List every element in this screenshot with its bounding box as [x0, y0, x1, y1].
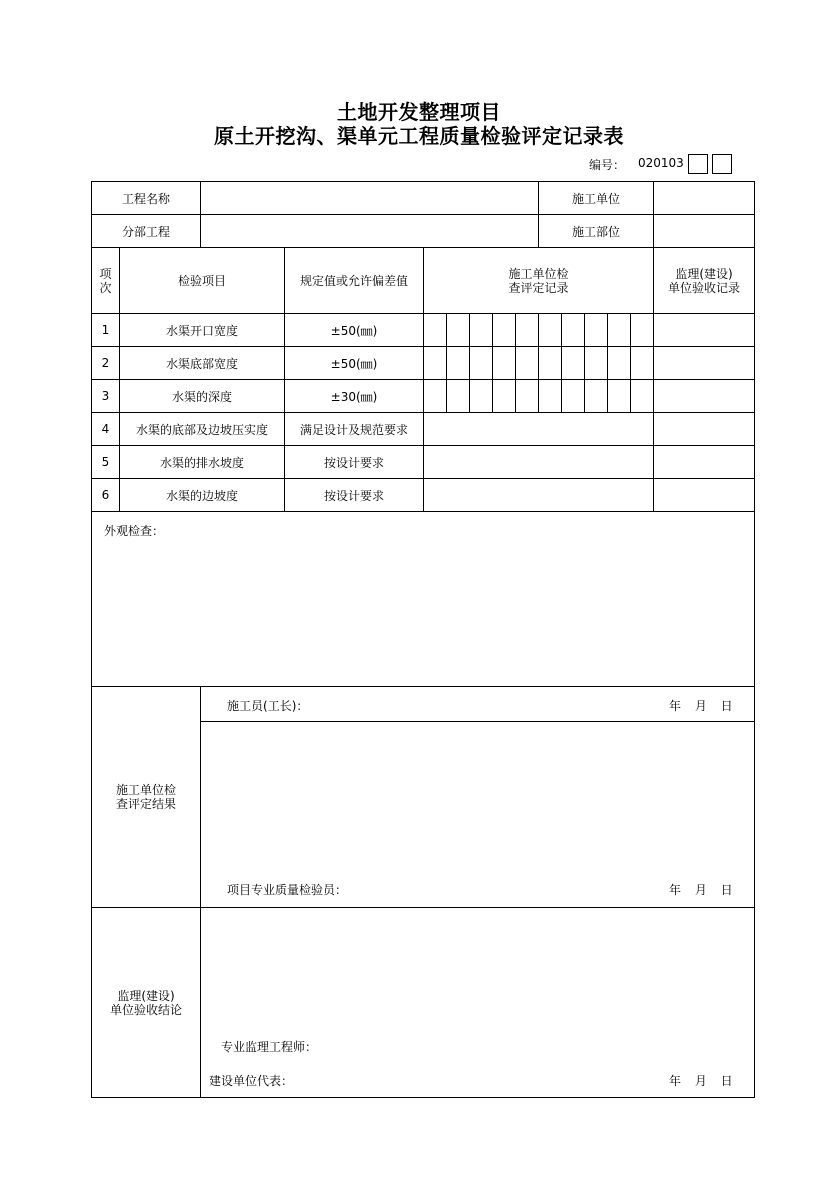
form-title-line1: 土地开发整理项目: [337, 100, 501, 124]
construction-part-field[interactable]: [654, 215, 755, 248]
measure-cell[interactable]: [493, 380, 516, 413]
contractor-record-header-line2: 查评定记录: [508, 280, 569, 295]
supervisor-cell[interactable]: [654, 314, 755, 347]
contractor-label: 施工单位: [539, 182, 654, 215]
contractor-result-label-line2: 查评定结果: [116, 797, 177, 811]
measure-cell[interactable]: [516, 347, 539, 380]
row-no: 3: [92, 380, 120, 413]
measure-cell[interactable]: [470, 347, 493, 380]
row-item: 水渠开口宽度: [120, 314, 285, 347]
supervisor-record-header-line1: 监理(建设): [675, 266, 733, 281]
contractor-result-label-line1: 施工单位检: [116, 783, 177, 797]
row-no: 2: [92, 347, 120, 380]
owner-representative-date: 年 月 日: [669, 1074, 733, 1088]
contractor-record-cell[interactable]: [424, 479, 654, 512]
measure-cell[interactable]: [424, 380, 447, 413]
code-suffix-box-1[interactable]: [688, 154, 708, 174]
row-tolerance: 按设计要求: [285, 479, 424, 512]
measure-cell[interactable]: [585, 347, 608, 380]
supervisor-cell[interactable]: [654, 479, 755, 512]
contractor-field[interactable]: [654, 182, 755, 215]
row-item: 水渠的深度: [120, 380, 285, 413]
measure-cell[interactable]: [608, 380, 631, 413]
contractor-record-cell[interactable]: [424, 413, 654, 446]
foreman-label: 施工员(工长)：: [227, 699, 309, 713]
row-tolerance: ±30(㎜): [285, 380, 424, 413]
measure-cell[interactable]: [631, 314, 654, 347]
contractor-record-cell[interactable]: [424, 446, 654, 479]
sub-project-label: 分部工程: [92, 215, 201, 248]
table-row: [92, 380, 755, 413]
table-row: [92, 413, 755, 446]
measure-cell[interactable]: [516, 380, 539, 413]
measure-cell[interactable]: [562, 380, 585, 413]
supervising-engineer-label: 专业监理工程师：: [221, 1040, 318, 1054]
contractor-record-header: [424, 248, 654, 314]
quality-inspector-label: 项目专业质量检验员：: [227, 883, 348, 897]
measure-cell[interactable]: [562, 314, 585, 347]
code-label: 编号：: [589, 158, 626, 172]
measure-cell[interactable]: [516, 314, 539, 347]
form-title-line2: 原土开挖沟、渠单元工程质量检验评定记录表: [214, 124, 624, 148]
row-tolerance: 按设计要求: [285, 446, 424, 479]
inspection-item-header: 检验项目: [120, 248, 285, 314]
contractor-result-cell[interactable]: [201, 687, 755, 908]
measure-cell[interactable]: [470, 314, 493, 347]
contractor-result-label: [92, 687, 201, 908]
contractor-record-header-line1: 施工单位检: [508, 266, 569, 281]
supervisor-cell[interactable]: [654, 413, 755, 446]
code-suffix-box-2[interactable]: [712, 154, 732, 174]
measure-cell[interactable]: [562, 347, 585, 380]
supervisor-cell[interactable]: [654, 446, 755, 479]
measure-cell[interactable]: [447, 347, 470, 380]
supervisor-record-header-line2: 单位验收记录: [668, 280, 741, 295]
item-no-header: [92, 248, 120, 314]
measure-cell[interactable]: [424, 314, 447, 347]
measure-cell[interactable]: [493, 314, 516, 347]
construction-part-label: 施工部位: [539, 215, 654, 248]
sub-project-field[interactable]: [201, 215, 539, 248]
divider: [201, 721, 754, 722]
measure-cell[interactable]: [585, 380, 608, 413]
row-item: 水渠的排水坡度: [120, 446, 285, 479]
supervisor-cell[interactable]: [654, 380, 755, 413]
supervisor-conclusion-label-line1: 监理(建设): [117, 988, 175, 1003]
item-no-header-line1: 项: [99, 266, 112, 281]
project-name-label: 工程名称: [92, 182, 201, 215]
supervisor-record-header: [654, 248, 755, 314]
measure-cell[interactable]: [424, 347, 447, 380]
measure-cell[interactable]: [631, 380, 654, 413]
measure-cell[interactable]: [539, 380, 562, 413]
row-no: 1: [92, 314, 120, 347]
measure-cell[interactable]: [447, 314, 470, 347]
quality-inspector-date: 年 月 日: [669, 883, 733, 897]
row-item: 水渠的底部及边坡压实度: [120, 413, 285, 446]
row-item: 水渠的边坡度: [120, 479, 285, 512]
measure-cell[interactable]: [447, 380, 470, 413]
row-item: 水渠底部宽度: [120, 347, 285, 380]
supervisor-conclusion-label-line2: 单位验收结论: [110, 1002, 183, 1017]
supervisor-cell[interactable]: [654, 347, 755, 380]
measure-cell[interactable]: [585, 314, 608, 347]
measure-cell[interactable]: [493, 347, 516, 380]
code-value: 020103: [638, 156, 684, 170]
measure-cell[interactable]: [608, 314, 631, 347]
row-no: 5: [92, 446, 120, 479]
supervisor-conclusion-label: [92, 908, 201, 1098]
row-no: 4: [92, 413, 120, 446]
row-tolerance: 满足设计及规范要求: [285, 413, 424, 446]
table-row: [92, 446, 755, 479]
table-row: [92, 479, 755, 512]
measure-cell[interactable]: [631, 347, 654, 380]
quality-evaluation-table: [91, 181, 755, 1098]
measure-cell[interactable]: [539, 314, 562, 347]
measure-cell[interactable]: [539, 347, 562, 380]
row-tolerance: ±50(㎜): [285, 347, 424, 380]
appearance-inspection-label: 外观检查：: [104, 524, 165, 538]
measure-cell[interactable]: [470, 380, 493, 413]
table-row: [92, 347, 755, 380]
row-no: 6: [92, 479, 120, 512]
supervisor-conclusion-cell[interactable]: [201, 908, 755, 1098]
item-no-header-line2: 次: [99, 280, 112, 295]
foreman-date: 年 月 日: [669, 699, 733, 713]
owner-representative-label: 建设单位代表：: [209, 1074, 294, 1088]
table-row: [92, 314, 755, 347]
tolerance-header: 规定值或允许偏差值: [285, 248, 424, 314]
row-tolerance: ±50(㎜): [285, 314, 424, 347]
measure-cell[interactable]: [608, 347, 631, 380]
project-name-field[interactable]: [201, 182, 539, 215]
appearance-inspection-cell[interactable]: [92, 512, 755, 687]
